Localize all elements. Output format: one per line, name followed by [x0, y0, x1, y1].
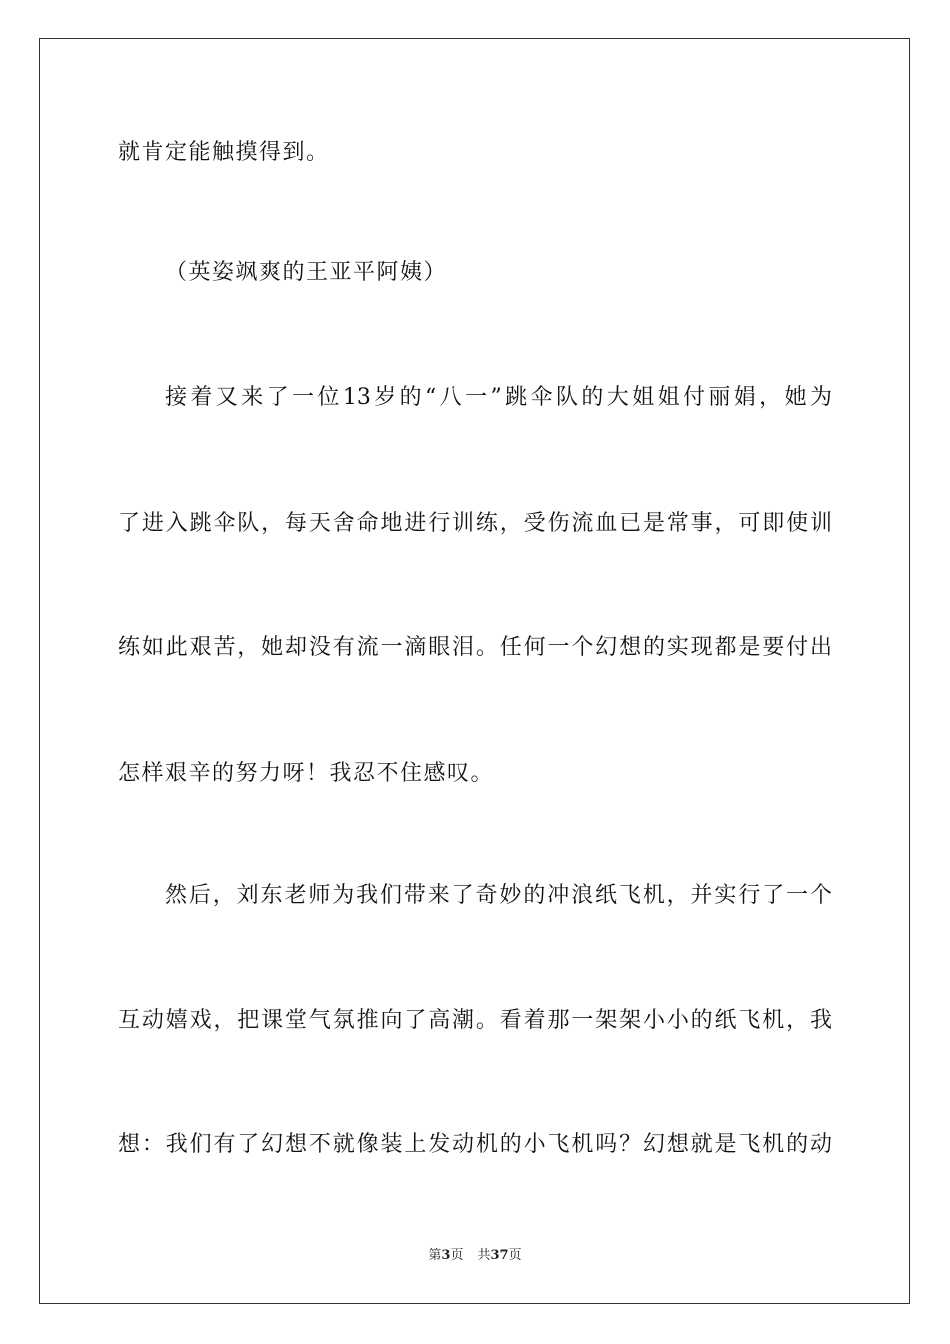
page-frame	[39, 38, 910, 1304]
page-footer	[0, 1247, 950, 1265]
footer-page-suffix: 页	[450, 1248, 464, 1263]
footer-total-pages: 37	[490, 1248, 509, 1263]
text-line-7: 然后，刘东老师为我们带来了奇妙的冲浪纸飞机，并实行了一个	[165, 883, 832, 908]
text-line-2-caption: （英姿飒爽的王亚平阿姨）	[165, 260, 448, 285]
text-line-8: 互动嬉戏，把课堂气氛推向了高潮。看着那一架架小小的纸飞机，我	[118, 1008, 832, 1033]
footer-page-number: 3	[441, 1248, 451, 1263]
footer-total-suffix: 页	[508, 1248, 522, 1263]
footer-page-prefix: 第	[428, 1248, 442, 1263]
text-line-5: 练如此艰苦，她却没有流一滴眼泪。任何一个幻想的实现都是要付出	[118, 635, 832, 660]
text-line-3: 接着又来了一位13岁的“八一”跳伞队的大姐姐付丽娟，她为	[165, 385, 832, 410]
text-line-1: 就肯定能触摸得到。	[118, 140, 330, 165]
text-line-6: 怎样艰辛的努力呀！我忍不住感叹。	[118, 761, 495, 786]
text-line-9: 想：我们有了幻想不就像装上发动机的小飞机吗？幻想就是飞机的动	[118, 1132, 832, 1157]
footer-total-prefix: 共	[477, 1248, 491, 1263]
text-line-4: 了进入跳伞队，每天舍命地进行训练，受伤流血已是常事，可即使训	[118, 511, 832, 536]
